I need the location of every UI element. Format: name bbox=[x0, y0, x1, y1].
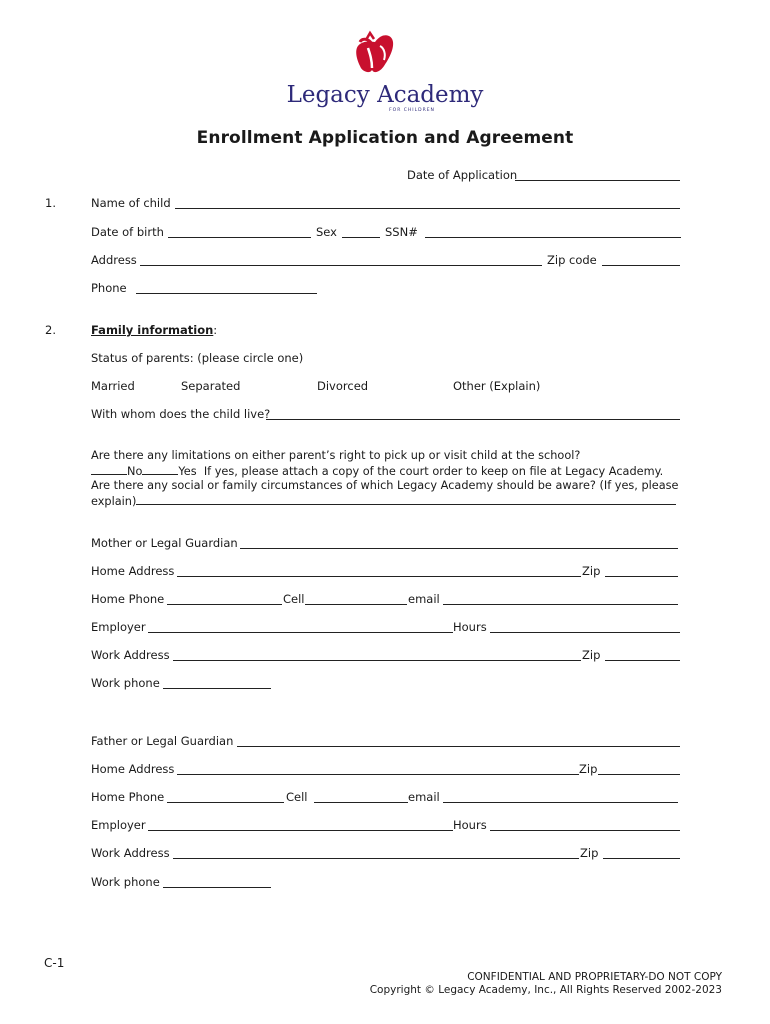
name-of-child-label: Name of child bbox=[91, 196, 171, 210]
apple-icon bbox=[286, 30, 484, 114]
option-married[interactable]: Married bbox=[91, 379, 135, 393]
section-2-number: 2. bbox=[45, 323, 56, 337]
mother-guardian-field[interactable] bbox=[240, 548, 678, 549]
explain-label: explain) bbox=[91, 495, 137, 508]
page-title: Enrollment Application and Agreement bbox=[196, 128, 574, 148]
mother-employer-field[interactable] bbox=[148, 632, 453, 633]
address-field[interactable] bbox=[140, 265, 542, 266]
family-information-heading bbox=[91, 323, 217, 337]
father-home-phone-label: Home Phone bbox=[91, 790, 165, 804]
father-hours-label: Hours bbox=[453, 818, 487, 832]
no-blank[interactable] bbox=[91, 463, 127, 475]
father-employer-label: Employer bbox=[91, 818, 146, 832]
zip-code-label: Zip code bbox=[547, 253, 597, 267]
circumstances-question: Are there any social or family circumstances of which Legacy Academy should be aware? (If yes, please bbox=[91, 479, 679, 492]
sex-label: Sex bbox=[316, 225, 337, 239]
father-home-address-label: Home Address bbox=[91, 762, 175, 776]
yes-instruction: If yes, please attach a copy of the court order to keep on file at Legacy Academy. bbox=[203, 465, 664, 478]
mother-work-address-field[interactable] bbox=[173, 660, 581, 661]
footer-block bbox=[370, 971, 722, 997]
option-separated[interactable]: Separated bbox=[181, 379, 241, 393]
mother-hours-field[interactable] bbox=[490, 632, 680, 633]
date-of-application-field[interactable] bbox=[515, 180, 680, 181]
father-employer-field[interactable] bbox=[148, 830, 453, 831]
mother-cell-label: Cell bbox=[283, 592, 305, 606]
father-work-phone-field[interactable] bbox=[163, 887, 271, 888]
mother-employer-label: Employer bbox=[91, 620, 146, 634]
father-work-zip-field[interactable] bbox=[603, 858, 680, 859]
phone-label: Phone bbox=[91, 281, 127, 295]
mother-home-phone-label: Home Phone bbox=[91, 592, 165, 606]
mother-work-phone-label: Work phone bbox=[91, 676, 160, 690]
limitations-question: Are there any limitations on either parent’s right to pick up or visit child at the school? bbox=[91, 449, 581, 462]
date-of-birth-field[interactable] bbox=[168, 237, 311, 238]
father-cell-label: Cell bbox=[286, 790, 308, 804]
ssn-label: SSN# bbox=[385, 225, 418, 239]
father-work-address-field[interactable] bbox=[173, 858, 579, 859]
date-of-birth-label: Date of birth bbox=[91, 225, 164, 239]
father-cell-field[interactable] bbox=[314, 802, 408, 803]
brand-tagline: FOR CHILDREN bbox=[389, 108, 435, 113]
father-work-zip-label: Zip bbox=[580, 846, 599, 860]
zip-code-field[interactable] bbox=[602, 265, 680, 266]
yes-label: Yes bbox=[178, 465, 197, 478]
father-home-phone-field[interactable] bbox=[167, 802, 284, 803]
ssn-field[interactable] bbox=[425, 237, 681, 238]
mother-cell-field[interactable] bbox=[305, 604, 407, 605]
father-zip-label: Zip bbox=[579, 762, 598, 776]
brand-name: Legacy Academy bbox=[286, 82, 484, 108]
father-work-address-label: Work Address bbox=[91, 846, 170, 860]
option-divorced[interactable]: Divorced bbox=[317, 379, 369, 393]
father-email-field[interactable] bbox=[443, 802, 678, 803]
option-other[interactable]: Other (Explain) bbox=[453, 379, 541, 393]
copyright-notice: Copyright © Legacy Academy, Inc., All Rights Reserved 2002-2023 bbox=[369, 984, 722, 996]
explain-field[interactable] bbox=[136, 493, 676, 505]
page-code: C-1 bbox=[44, 956, 65, 970]
mother-home-phone-field[interactable] bbox=[167, 604, 282, 605]
status-of-parents-label: Status of parents: (please circle one) bbox=[91, 351, 304, 365]
father-zip-field[interactable] bbox=[598, 774, 680, 775]
confidential-notice: CONFIDENTIAL AND PROPRIETARY-DO NOT COPY bbox=[467, 971, 722, 983]
yes-blank[interactable] bbox=[142, 463, 178, 475]
mother-work-zip-field[interactable] bbox=[605, 660, 680, 661]
legacy-academy-logo bbox=[286, 30, 484, 114]
father-home-address-field[interactable] bbox=[177, 774, 579, 775]
mother-guardian-label: Mother or Legal Guardian bbox=[91, 536, 238, 550]
father-email-label: email bbox=[408, 790, 440, 804]
explain-line bbox=[91, 493, 691, 509]
sex-field[interactable] bbox=[342, 237, 380, 238]
heading-colon: : bbox=[213, 323, 218, 337]
section-1-number: 1. bbox=[45, 196, 56, 210]
no-label: No bbox=[127, 465, 143, 478]
mother-email-label: email bbox=[408, 592, 440, 606]
father-hours-field[interactable] bbox=[490, 830, 680, 831]
mother-home-address-field[interactable] bbox=[177, 576, 581, 577]
with-whom-field[interactable] bbox=[266, 419, 680, 420]
with-whom-label: With whom does the child live? bbox=[91, 407, 271, 421]
mother-zip-label: Zip bbox=[582, 564, 601, 578]
mother-home-address-label: Home Address bbox=[91, 564, 175, 578]
father-work-phone-label: Work phone bbox=[91, 875, 160, 889]
mother-work-address-label: Work Address bbox=[91, 648, 170, 662]
father-guardian-label: Father or Legal Guardian bbox=[91, 734, 234, 748]
no-yes-line bbox=[91, 463, 691, 479]
mother-zip-field[interactable] bbox=[605, 576, 678, 577]
name-of-child-field[interactable] bbox=[175, 208, 680, 209]
mother-hours-label: Hours bbox=[453, 620, 487, 634]
family-information-title: Family information bbox=[91, 323, 214, 337]
limitations-block bbox=[91, 449, 691, 509]
mother-work-zip-label: Zip bbox=[582, 648, 601, 662]
father-guardian-field[interactable] bbox=[237, 746, 680, 747]
mother-email-field[interactable] bbox=[443, 604, 678, 605]
date-of-application-label: Date of Application bbox=[407, 168, 518, 182]
address-label: Address bbox=[91, 253, 137, 267]
phone-field[interactable] bbox=[136, 293, 317, 294]
mother-work-phone-field[interactable] bbox=[163, 688, 271, 689]
